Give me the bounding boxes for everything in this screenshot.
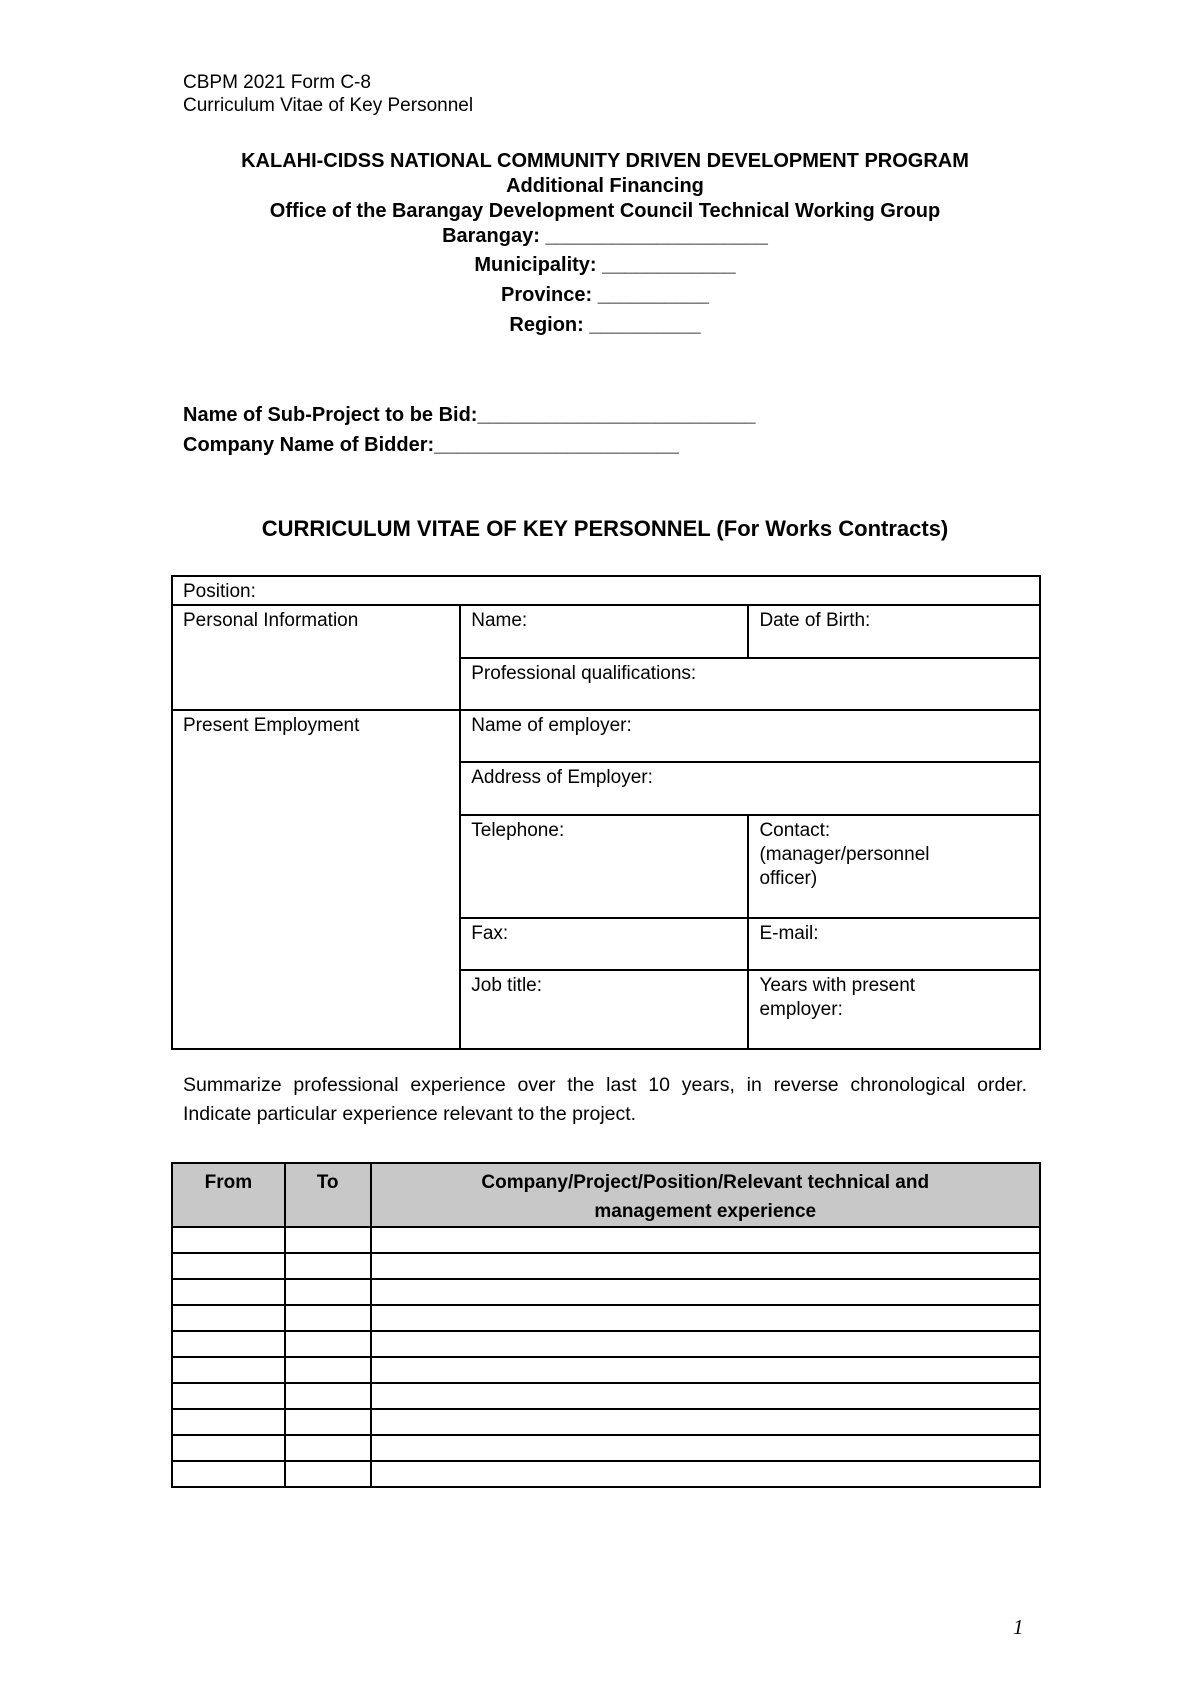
form-code: CBPM 2021 Form C-8 (183, 72, 371, 93)
office-title: Office of the Barangay Development Council Technical Working Group (269, 200, 941, 222)
table-row (172, 1357, 1040, 1383)
years-line: Years with present (759, 975, 916, 996)
table-row (172, 1253, 1040, 1279)
table-row (172, 1227, 1040, 1253)
address-of-employer-cell: Address of Employer: (460, 762, 1040, 815)
experience-instructions: Summarize professional experience over the last 10 years, in reverse chronological order. Indicate particular experience relevant to the project. (183, 1074, 1027, 1125)
description-cell[interactable] (371, 1305, 1041, 1331)
barangay-field: Barangay: ____________________ (442, 225, 768, 247)
from-cell[interactable] (172, 1305, 285, 1331)
section-title: CURRICULUM VITAE OF KEY PERSONNEL (For Works Contracts) (261, 516, 949, 541)
from-cell[interactable] (172, 1227, 285, 1253)
personal-information-label: Personal Information (172, 605, 460, 710)
contact-line: officer) (759, 868, 818, 889)
to-cell[interactable] (285, 1331, 371, 1357)
position-cell: Position: (172, 576, 1040, 605)
experience-table (171, 1162, 1041, 1488)
description-cell[interactable] (371, 1253, 1041, 1279)
fax-cell: Fax: (460, 918, 748, 970)
municipality-field: Municipality: ____________ (474, 254, 736, 276)
present-employment-label: Present Employment (172, 710, 460, 1049)
from-cell[interactable] (172, 1253, 285, 1279)
table-row (172, 1305, 1040, 1331)
page-number: 1 (1013, 1615, 1024, 1639)
email-cell: E-mail: (748, 918, 1040, 970)
experience-header-row (172, 1163, 1040, 1227)
description-cell[interactable] (371, 1383, 1041, 1409)
years-line: employer: (759, 999, 843, 1020)
professional-qualifications-cell: Professional qualifications: (460, 658, 1040, 710)
description-header (371, 1163, 1041, 1227)
contact-line: Contact: (759, 820, 831, 841)
description-header-line: management experience (594, 1201, 817, 1222)
cv-table (171, 575, 1041, 1050)
from-cell[interactable] (172, 1435, 285, 1461)
program-title: KALAHI-CIDSS NATIONAL COMMUNITY DRIVEN DEVELOPMENT PROGRAM (241, 150, 969, 172)
subproject-field: Name of Sub-Project to be Bid:_________________________ (183, 404, 756, 426)
contact-cell (748, 815, 1040, 918)
description-cell[interactable] (371, 1435, 1041, 1461)
from-header: From (172, 1163, 285, 1227)
to-cell[interactable] (285, 1279, 371, 1305)
name-cell: Name: (460, 605, 748, 658)
document-header (183, 71, 473, 117)
telephone-cell: Telephone: (460, 815, 748, 918)
description-cell[interactable] (371, 1461, 1041, 1487)
from-cell[interactable] (172, 1331, 285, 1357)
to-header: To (285, 1163, 371, 1227)
from-cell[interactable] (172, 1461, 285, 1487)
description-cell[interactable] (371, 1331, 1041, 1357)
description-cell[interactable] (371, 1279, 1041, 1305)
bid-info (183, 400, 756, 460)
name-of-employer-cell: Name of employer: (460, 710, 1040, 762)
to-cell[interactable] (285, 1383, 371, 1409)
to-cell[interactable] (285, 1357, 371, 1383)
to-cell[interactable] (285, 1227, 371, 1253)
job-title-cell: Job title: (460, 970, 748, 1049)
description-cell[interactable] (371, 1227, 1041, 1253)
years-with-employer-cell (748, 970, 1040, 1049)
date-of-birth-cell: Date of Birth: (748, 605, 1040, 658)
form-name: Curriculum Vitae of Key Personnel (183, 95, 474, 116)
from-cell[interactable] (172, 1383, 285, 1409)
region-field: Region: __________ (509, 314, 701, 336)
province-field: Province: __________ (501, 284, 709, 306)
table-row (172, 1409, 1040, 1435)
table-row (172, 1461, 1040, 1487)
table-row (172, 1435, 1040, 1461)
from-cell[interactable] (172, 1409, 285, 1435)
table-row (172, 1279, 1040, 1305)
table-row (172, 1331, 1040, 1357)
title-block (0, 148, 1200, 339)
description-cell[interactable] (371, 1357, 1041, 1383)
description-header-line: Company/Project/Position/Relevant technical and (481, 1172, 930, 1193)
to-cell[interactable] (285, 1253, 371, 1279)
from-cell[interactable] (172, 1357, 285, 1383)
description-cell[interactable] (371, 1409, 1041, 1435)
contact-line: (manager/personnel (759, 844, 930, 865)
table-row (172, 1383, 1040, 1409)
company-field: Company Name of Bidder:______________________ (183, 434, 679, 456)
financing-title: Additional Financing (506, 175, 704, 197)
to-cell[interactable] (285, 1305, 371, 1331)
to-cell[interactable] (285, 1409, 371, 1435)
from-cell[interactable] (172, 1279, 285, 1305)
to-cell[interactable] (285, 1435, 371, 1461)
to-cell[interactable] (285, 1461, 371, 1487)
